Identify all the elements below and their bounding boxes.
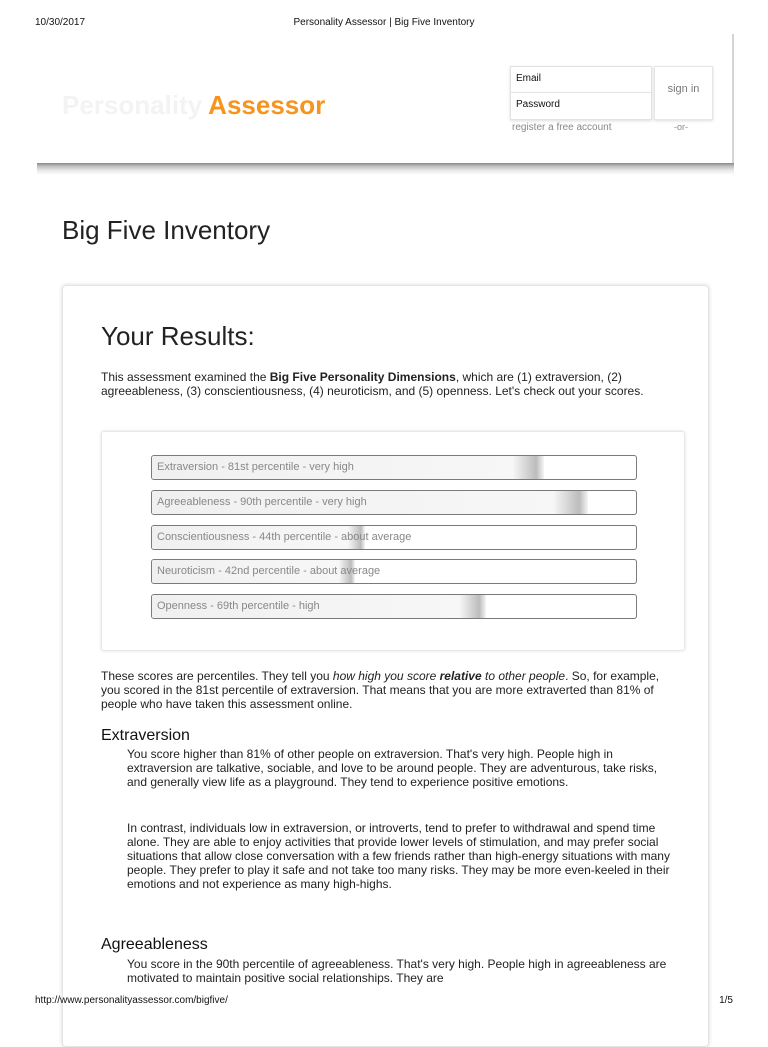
extraversion-paragraph-2: In contrast, individuals low in extraversion, or introverts, tend to prefer to withdrawal and spend time alone. They are able to enjoy activities that provide lower levels of stimulation, and may prefer social situations that allow close conversation with a few friends rather than high-energy situations with many people. They prefer to play it safe and not take too many risks. They may be more even-keeled in their emotions and not experience as many high-highs. [127,821,670,891]
print-date: 10/30/2017 [35,17,86,28]
email-field[interactable]: Email [511,67,651,93]
score-bar-openness [151,594,637,619]
agreeableness-paragraph-1: You score in the 90th percentile of agreeableness. That's very high. People high in agreeableness are motivated to maintain positive social relationships. They are [127,957,667,985]
site-header [37,34,734,164]
results-title: Your Results: [101,321,255,351]
intro-suffix: , which are (1) extraversion, (2) agreeableness, (3) conscientiousness, (4) neuroticism, and (5) openness. Let's check out your scores. [101,370,644,398]
percentile-explanation [101,669,671,711]
intro-text: This assessment examined the [101,370,270,384]
print-header [0,17,768,31]
site-logo[interactable] [62,90,325,121]
logo-brand-word: Assessor [208,90,326,120]
print-url: http://www.personalityassessor.com/bigfive/ [35,995,228,1006]
password-field[interactable]: Password [516,99,560,110]
header-shadow [37,163,734,175]
score-bar-agreeableness [151,490,637,515]
results-card [62,285,709,1047]
results-intro [101,370,671,398]
agreeableness-heading: Agreeableness [101,936,208,953]
print-doc-title: Personality Assessor | Big Five Inventory [293,17,475,28]
explain-italic-a: how high you score [332,669,440,683]
explain-text-b: . So, for example, you scored in the 81st percentile of extraversion. That means that you are more extraverted than 81% of people who have taken this assessment online. [101,669,660,711]
print-page-number: 1/5 [719,995,733,1006]
score-label: Neuroticism - 42nd percentile - about average [157,565,381,577]
sign-in-button[interactable]: sign in [654,66,713,120]
explain-text-a: These scores are percentiles. They tell you [101,669,333,683]
extraversion-paragraph-1: You score higher than 81% of other people on extraversion. That's very high. People high in extraversion are talkative, sociable, and love to be around people. They are adventurous, take risks, and generally view life as a playground. They tend to experience positive emotions. [127,747,658,789]
extraversion-heading: Extraversion [101,727,190,744]
explain-italic-b: to other people [481,669,566,683]
login-form [510,66,652,120]
scores-panel [101,431,685,651]
score-bar-extraversion [151,455,637,480]
score-label: Agreeableness - 90th percentile - very high [157,496,367,508]
score-label: Extraversion - 81st percentile - very high [157,461,354,473]
logo-faded-word: Personality [62,90,203,120]
intro-bold: Big Five Personality Dimensions [269,370,456,384]
page-title: Big Five Inventory [62,215,271,245]
register-link[interactable]: register a free account [512,122,612,133]
or-separator: -or- [674,122,688,132]
score-bar-conscientiousness [151,525,637,550]
score-label: Openness - 69th percentile - high [157,600,320,612]
print-footer [0,995,768,1009]
score-label: Conscientiousness - 44th percentile - about average [157,531,412,543]
explain-bold-italic: relative [439,669,482,683]
score-bar-neuroticism [151,559,637,584]
